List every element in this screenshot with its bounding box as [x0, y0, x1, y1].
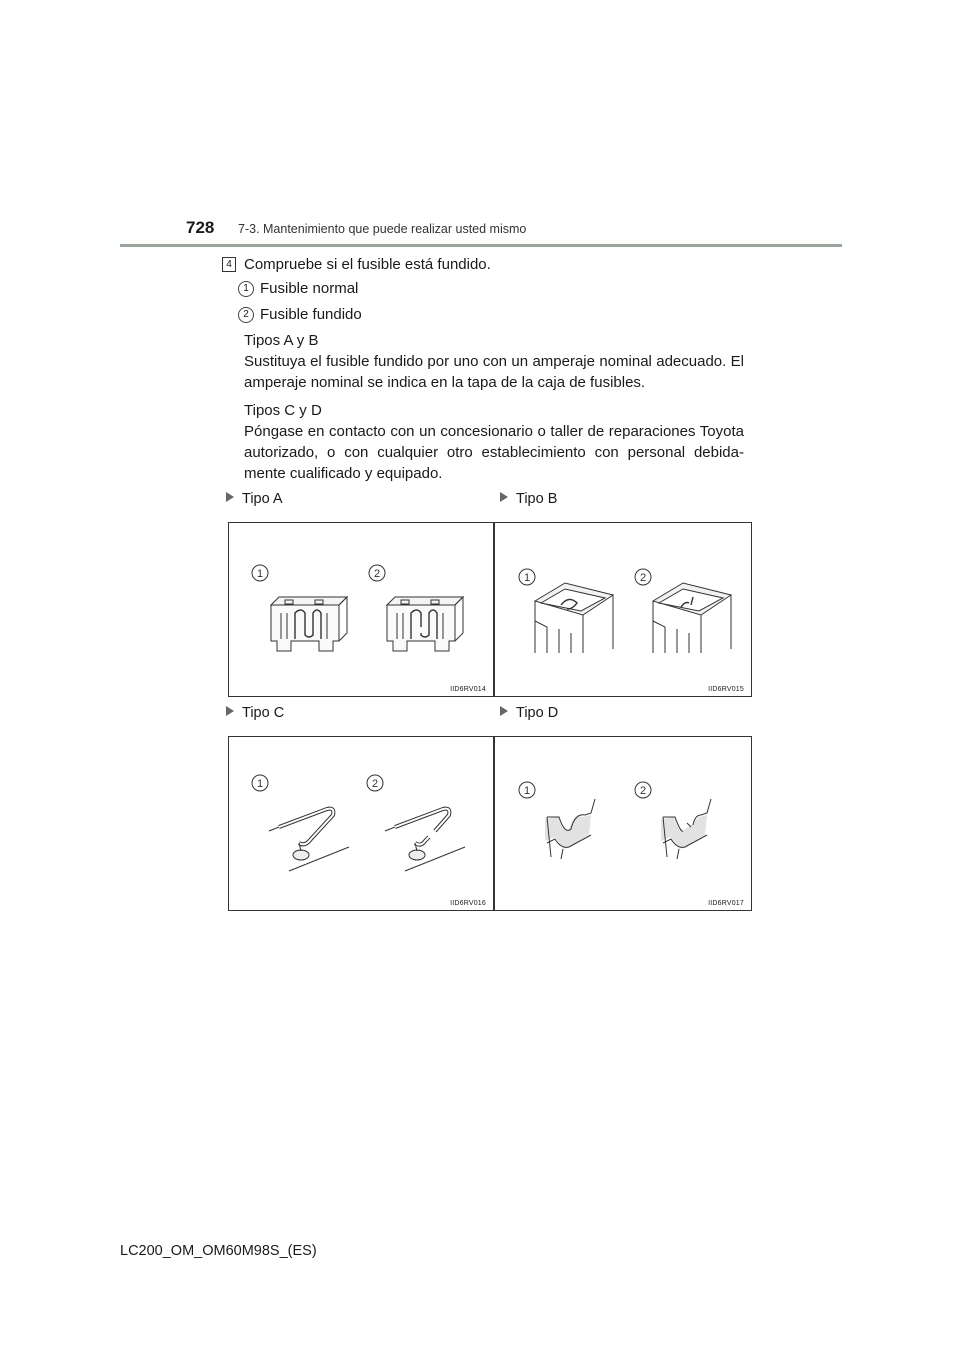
svg-text:2: 2 — [639, 572, 647, 584]
svg-text:2: 2 — [639, 785, 647, 797]
svg-text:2: 2 — [371, 778, 379, 790]
legend-number-2: 2 — [238, 307, 254, 323]
figure-code: IID6RV016 — [450, 900, 486, 907]
legend-label-blown: Fusible fundido — [260, 306, 362, 323]
figure-tipo-d — [494, 736, 752, 911]
triangle-bullet-icon — [226, 492, 234, 502]
legend-label-normal: Fusible normal — [260, 280, 359, 297]
header-divider — [120, 244, 842, 247]
triangle-bullet-icon — [500, 706, 508, 716]
svg-text:1: 1 — [256, 568, 264, 580]
step-text: Compruebe si el fusible está fundido. — [244, 256, 491, 273]
types-ab-heading: Tipos A y B — [244, 332, 319, 349]
figure-tipo-a — [228, 522, 494, 697]
types-ab-block — [244, 330, 744, 393]
svg-text:1: 1 — [523, 785, 531, 797]
triangle-bullet-icon — [500, 492, 508, 502]
fuse-type-b-illustration — [495, 523, 751, 696]
figure-tipo-c — [228, 736, 494, 911]
page-number: 728 — [186, 218, 215, 237]
svg-text:1: 1 — [523, 572, 531, 584]
legend-number-1: 1 — [238, 281, 254, 297]
svg-text:1: 1 — [256, 778, 264, 790]
types-ab-body: Sustituya el fusible fundido por uno con un amperaje nominal adecuado. El amperaje nominal se indica en la tapa de la caja de fusibles. — [244, 353, 744, 391]
triangle-bullet-icon — [226, 706, 234, 716]
fuse-type-a-illustration — [229, 523, 493, 696]
document-id: LC200_OM_OM60M98S_(ES) — [120, 1243, 317, 1259]
figure-label-tipo-b: Tipo B — [500, 491, 557, 507]
types-cd-heading: Tipos C y D — [244, 402, 322, 419]
types-cd-body: Póngase en contacto con un concesionario o taller de reparaciones Toyota autorizado, o con cualquier otro establecimiento con personal debida-mente cualificado y equipado. — [244, 423, 744, 482]
figure-label-tipo-c: Tipo C — [226, 705, 284, 721]
figure-code: IID6RV015 — [708, 686, 744, 693]
step-number-box: 4 — [222, 257, 236, 272]
figure-code: IID6RV017 — [708, 900, 744, 907]
figure-tipo-b — [494, 522, 752, 697]
types-cd-block — [244, 400, 744, 484]
figure-label-tipo-d: Tipo D — [500, 705, 558, 721]
fuse-type-c-illustration — [229, 737, 493, 910]
section-title: 7-3. Mantenimiento que puede realizar usted mismo — [238, 222, 527, 236]
svg-text:2: 2 — [373, 568, 381, 580]
figure-label-tipo-a: Tipo A — [226, 491, 283, 507]
figure-code: IID6RV014 — [450, 686, 486, 693]
fuse-type-d-illustration — [495, 737, 751, 910]
